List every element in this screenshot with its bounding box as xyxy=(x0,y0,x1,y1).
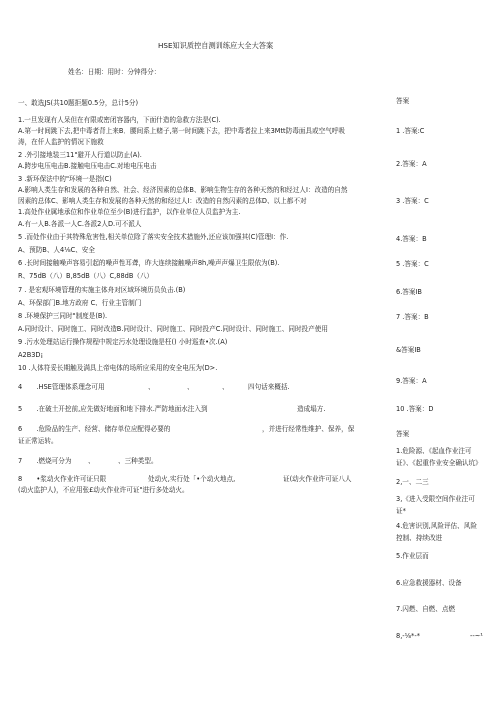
blank-question-6 xyxy=(18,425,170,434)
question-line: 1.一旦发现有人呆但在有限或密闭容器内，下面什造的急救方法是(C). xyxy=(18,116,221,124)
name-line: 姓名：日期：用时：分钟得分： xyxy=(68,68,161,76)
question-line: A、环保部门B.地方政府 C、行业主管制门 xyxy=(18,299,142,307)
question-line: 3 .新环保法中的"环境一是指(C) xyxy=(18,175,112,183)
answer-item: 9.答案：A xyxy=(396,377,427,385)
question-text-continued: (动火监护人)，不应用张£动火作业许可证"进行多处动火。 xyxy=(18,486,189,494)
question-number: 6 xyxy=(18,425,23,433)
question-line: A.影响人类生存和发展的各种自然、社会、经济因素的总体B、影响生物生存的各种天然的和经过人I：改造的自然 xyxy=(18,186,348,194)
question-number: 8 xyxy=(18,475,23,483)
blank-question-5 xyxy=(18,405,208,414)
blank-question-8 xyxy=(18,475,106,484)
blank-sep: 、 xyxy=(148,383,155,391)
answer-item: 6.应急救援器材、设备 xyxy=(396,579,462,587)
question-line: A、预防B、人4⅛C、安全 xyxy=(18,246,95,254)
answer-item: 3,《进入受限空间作业注可 xyxy=(396,495,475,503)
answer-item: 2.答案：A xyxy=(396,160,427,168)
question-line: 10 .人体符妥长期触及满具上帝电体的场所应采用的安全电压为(D>. xyxy=(18,364,218,372)
question-text-continued: 证正常运转。 xyxy=(18,437,58,445)
answer-item: 控制、持续改进 xyxy=(396,534,443,542)
question-line: 1.高处作业属地承位和作业单位至少(B)进行监护，以作业单位人员监护为主. xyxy=(18,208,241,216)
question-number: 5 xyxy=(18,405,23,413)
question-line: R、75dB（八）B,85dB（八）C,88dB（八） xyxy=(18,272,154,280)
question-number: 7 xyxy=(18,457,23,465)
blank-sep: 、 xyxy=(222,383,229,391)
blank-sep: 、 xyxy=(187,383,194,391)
answer-item: 证* xyxy=(396,507,406,515)
question-line: A.第一时间跳下去,把中毒者背上来B．腰间系上赌子,第一时间跳下去，把中毒者拉上来3Mtt防毒面具或空气呼吸 xyxy=(18,127,345,135)
answer-item: 10 .答案：D xyxy=(396,405,434,413)
question-text-tail: 处动火,实行处「•个动火地点, xyxy=(148,475,236,483)
question-line: A2B3D¡ xyxy=(18,351,44,359)
question-line: 9 .污水处理站运行操作规程中规定污水处理设施是枉() 小时巡查•次.(A) xyxy=(18,338,228,346)
blank-question-7 xyxy=(18,457,72,466)
question-line: 2 .外引接地装三11"避开人行道以防止(A). xyxy=(18,151,142,159)
answer-item: 7.闪燃、自燃、点燃 xyxy=(396,605,456,613)
question-text: •浆动火作业许可证只限 xyxy=(36,475,107,483)
question-text-tail: 、三种类型。 xyxy=(118,457,158,465)
question-line: A.有一人B.各派一人C.各派2人D.可不派人 xyxy=(18,220,142,228)
question-text-tail: 证(动火作业许可证八人 xyxy=(283,475,352,483)
answers-heading: 答案 xyxy=(396,430,410,438)
question-line: 涛，在仟人监护的情况下施救 xyxy=(18,138,104,146)
answer-item: 1 .答案:C xyxy=(396,127,425,135)
answer-item: 7 .答案：B xyxy=(396,313,429,321)
question-text: .HSE管理体系理念可用 xyxy=(36,383,105,391)
answer-item: 1.危险源、《起血作业注可 xyxy=(396,447,472,455)
answer-item: 5.作业层而 xyxy=(396,552,429,560)
answer-item: 4.危害识别,风险评估、风险 xyxy=(396,522,477,530)
question-text-tail: ，并进行经常性维护、保养，保 xyxy=(262,425,355,433)
question-text: .在破土开挖前,应先做好地面和地下排水.严防地面水注入到 xyxy=(36,405,208,413)
answer-item: 证》、《起重作业安全确认坑》 xyxy=(396,459,482,467)
answer-item: &答案IB xyxy=(396,346,421,354)
answers-heading: 答案 xyxy=(396,97,410,105)
question-text-tail: 四句话来概括. xyxy=(248,383,290,391)
blank-sep: 、 xyxy=(88,457,95,465)
answer-item: --~¹ xyxy=(470,632,483,640)
answer-item: 4.答案：B xyxy=(396,235,427,243)
question-text-tail: 造成塌方. xyxy=(297,405,326,413)
question-line: A.跨步电压电击B.接触电压电击C.对地电压电击 xyxy=(18,162,157,170)
answer-item: 5 .答案：C xyxy=(396,260,429,268)
answer-item: 8,-⅛*-* xyxy=(396,632,421,640)
question-line: 8 .环境保护三同时"制度是(B). xyxy=(18,312,108,320)
section-heading: 一、敢选JS(共10题拒题0.5分，总计5分) xyxy=(18,99,139,107)
document-title: HSE知识质控自测训练应大全大答案 xyxy=(158,41,274,50)
answer-item: 6.答案IB xyxy=(396,288,422,296)
question-line: 5 .而处作业由于其特殊危害性,相关单位除了落实安全技术措施外,还应该加强其(C)管理I：作. xyxy=(18,233,289,241)
blank-question-4 xyxy=(18,383,105,392)
question-number: 4 xyxy=(18,383,23,391)
question-line: 6 .长时间接触噪声容易引起的噪声性耳聋，昨大连续接触噪声8h,噪声声爆卫生限依为(B). xyxy=(18,259,280,267)
answer-item: 3 .答案：C xyxy=(396,197,429,205)
question-text: .燃烧可分为 xyxy=(36,457,72,465)
question-text: .危险品的生产、经营、储存单位应配得必要的 xyxy=(36,425,171,433)
question-line: 因素的总体C、影响人类生存和发展的各种天然的和经过人I：改造的自然闪素的总体D、以上都不对 xyxy=(18,197,307,205)
question-line: 7 . 是宏观环境管理的实施主体舟对区域环境历员负击.(B) xyxy=(18,286,186,294)
question-line: A.同时设计、同时施工、同时改造B.同时设计、同时施工、同时投产C.同时设计、同时施工、同时投产使用 xyxy=(18,325,328,333)
answer-item: 2,一、二三 xyxy=(396,478,429,486)
